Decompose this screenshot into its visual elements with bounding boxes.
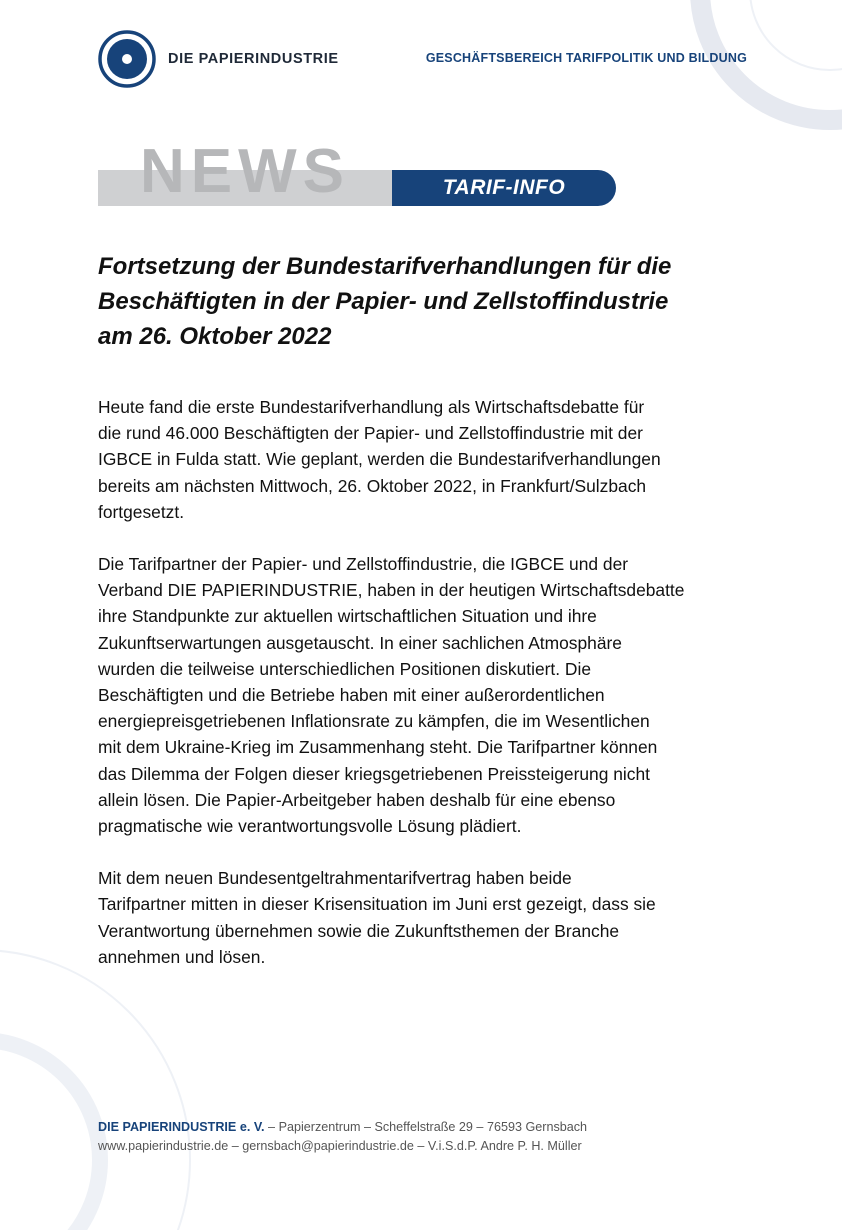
text-line: Tarifpartner mitten in dieser Krisensituation im Juni erst gezeigt, dass sie — [98, 894, 656, 915]
headline — [98, 249, 748, 354]
headline-line: am 26. Oktober 2022 — [98, 323, 332, 350]
text-line: Beschäftigten und die Betriebe haben mit einer außerordentlichen — [98, 685, 605, 706]
text-line: die rund 46.000 Beschäftigten der Papier- und Zellstoffindustrie mit der — [98, 423, 643, 444]
footer — [98, 1118, 587, 1156]
banner-tag-label: TARIF-INFO — [442, 176, 566, 199]
text-line: fortgesetzt. — [98, 501, 185, 522]
text-line: allein lösen. Die Papier-Arbeitgeber haben deshalb für eine ebenso — [98, 789, 616, 810]
footer-line-1 — [98, 1118, 587, 1137]
text-line: Die Tarifpartner der Papier- und Zellstoffindustrie, die IGBCE und der — [98, 554, 629, 575]
text-line: das Dilemma der Folgen dieser kriegsgetriebenen Preissteigerung nicht — [98, 763, 650, 784]
banner-tag — [392, 170, 616, 206]
department-label: GESCHÄFTSBEREICH TARIFPOLITIK UND BILDUNG — [425, 51, 747, 65]
news-banner — [98, 137, 618, 207]
text-line: annehmen und lösen. — [98, 946, 266, 967]
text-line: Heute fand die erste Bundestarifverhandlung als Wirtschaftsdebatte für — [98, 397, 645, 417]
text-line: wurden die teilweise unterschiedlichen Positionen diskutiert. Die — [98, 658, 592, 679]
logo — [98, 30, 339, 88]
paragraph-2 — [98, 551, 758, 839]
body-text — [98, 394, 758, 996]
text-line: mit dem Ukraine-Krieg im Zusammenhang steht. Die Tarifpartner können — [98, 737, 658, 758]
headline-line: Fortsetzung der Bundestarifverhandlungen für die — [98, 253, 672, 280]
text-line: energiepreisgetriebenen Inflationsrate zu kämpfen, die im Wesentlichen — [98, 711, 650, 732]
text-line: bereits am nächsten Mittwoch, 26. Oktober 2022, in Frankfurt/Sulzbach — [98, 475, 647, 496]
text-line: Zukunftserwartungen ausgetauscht. In einer sachlichen Atmosphäre — [98, 632, 622, 653]
footer-address: – Papierzentrum – Scheffelstraße 29 – 76593 Gernsbach — [264, 1120, 588, 1134]
footer-line-2: www.papierindustrie.de – gernsbach@papierindustrie.de – V.i.S.d.P. Andre P. H. Müller — [98, 1139, 582, 1153]
text-line: Mit dem neuen Bundesentgeltrahmentarifvertrag haben beide — [98, 868, 572, 889]
text-line: IGBCE in Fulda statt. Wie geplant, werden die Bundestarifverhandlungen — [98, 449, 661, 470]
headline-line: Beschäftigten in der Papier- und Zellstoffindustrie — [98, 288, 669, 315]
top-right-rings-decoration — [600, 0, 842, 170]
paragraph-3 — [98, 865, 758, 970]
text-line: Verantwortung übernehmen sowie die Zukunftsthemen der Branche — [98, 920, 620, 941]
banner-news-text: NEWS — [140, 137, 350, 206]
footer-org: DIE PAPIERINDUSTRIE e. V. — [98, 1120, 265, 1134]
paragraph-1 — [98, 394, 758, 525]
text-line: Verband DIE PAPIERINDUSTRIE, haben in der heutigen Wirtschaftsdebatte — [98, 580, 685, 601]
text-line: pragmatische wie verantwortungsvolle Lösung plädiert. — [98, 816, 522, 837]
circle-logo-icon — [98, 30, 156, 88]
logo-text: DIE PAPIERINDUSTRIE — [168, 51, 339, 67]
text-line: ihre Standpunkte zur aktuellen wirtschaftlichen Situation und ihre — [98, 606, 597, 627]
